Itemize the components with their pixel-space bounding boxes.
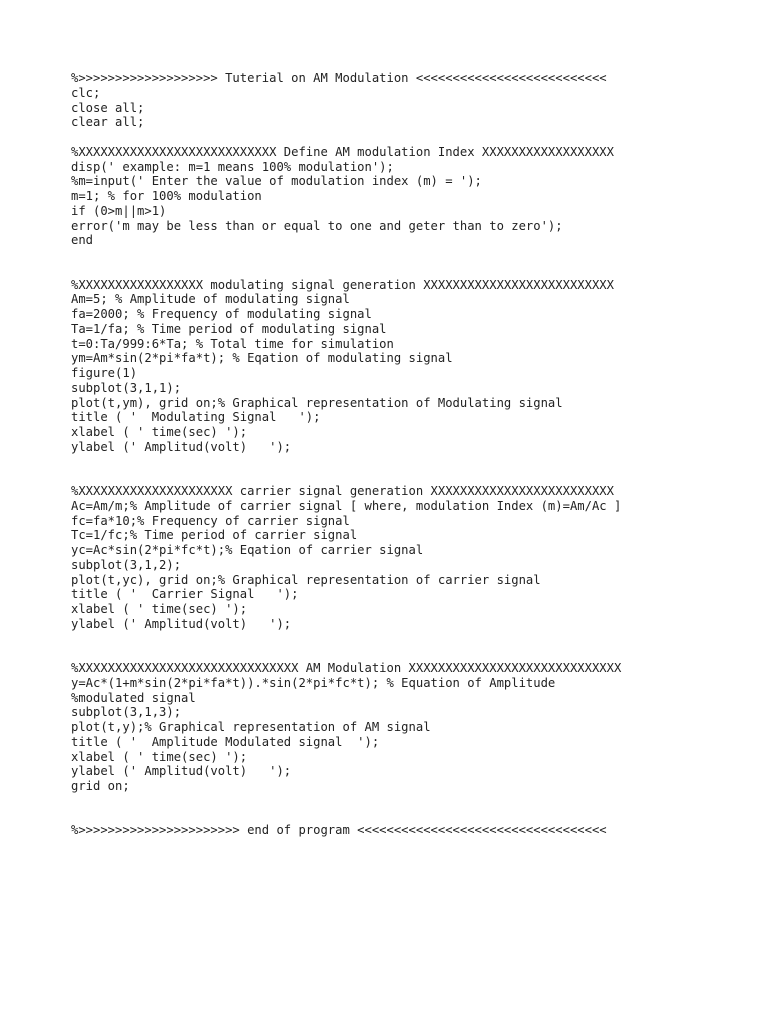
code-line: subplot(3,1,2);	[71, 557, 182, 572]
code-line: yc=Ac*sin(2*pi*fc*t);% Eqation of carrier signal	[71, 543, 424, 557]
blank-line	[71, 455, 751, 470]
code-line: grid on;	[71, 779, 130, 793]
code-line: close all;	[71, 100, 145, 115]
code-line: xlabel ( ' time(sec) ');	[71, 425, 248, 439]
code-line: plot(t,yc), grid on;% Graphical representation of carrier signal	[71, 572, 541, 587]
code-line: fa=2000; % Frequency of modulating signal	[71, 307, 372, 321]
blank-line	[71, 248, 751, 263]
code-line: ylabel (' Amplitud(volt) ');	[71, 616, 292, 631]
blank-line	[71, 809, 751, 824]
code-line: Ac=Am/m;% Amplitude of carrier signal [ where, modulation Index (m)=Am/Ac ]	[71, 498, 622, 513]
blank-line	[71, 646, 751, 661]
code-line: figure(1)	[71, 366, 138, 380]
blank-line	[71, 794, 751, 809]
code-line: subplot(3,1,1);	[71, 380, 182, 395]
code-line: ylabel (' Amplitud(volt) ');	[71, 764, 292, 779]
code-line: xlabel ( ' time(sec) ');	[71, 602, 248, 616]
code-line: fc=fa*10;% Frequency of carrier signal	[71, 513, 350, 528]
code-line: if (0>m||m>1)	[71, 203, 167, 218]
code-line: Am=5; % Amplitude of modulating signal	[71, 292, 350, 307]
code-line: %modulated signal	[71, 690, 196, 705]
code-line: xlabel ( ' time(sec) ');	[71, 749, 248, 764]
code-line: t=0:Ta/999:6*Ta; % Total time for simulation	[71, 336, 394, 351]
code-line: %m=input(' Enter the value of modulation index (m) = ');	[71, 174, 482, 189]
code-line: end	[71, 233, 94, 248]
blank-line	[71, 632, 751, 647]
code-line: %>>>>>>>>>>>>>>>>>>>>>> end of program <<<<<<<<<<<<<<<<<<<<<<<<<<<<<<<<<<	[71, 823, 607, 838]
code-line: title ( ' Amplitude Modulated signal ');	[71, 734, 380, 749]
code-line: disp(' example: m=1 means 100% modulation');	[71, 159, 394, 174]
code-line: plot(t,ym), grid on;% Graphical representation of Modulating signal	[71, 395, 563, 410]
code-line: m=1; % for 100% modulation	[71, 189, 262, 203]
blank-line	[71, 263, 751, 278]
code-line: %XXXXXXXXXXXXXXXXX modulating signal generation XXXXXXXXXXXXXXXXXXXXXXXXXX	[71, 277, 614, 292]
code-line: Ta=1/fa; % Time period of modulating signal	[71, 321, 387, 336]
code-line: ym=Am*sin(2*pi*fa*t); % Eqation of modulating signal	[71, 351, 453, 366]
code-line: error('m may be less than or equal to one and geter than to zero');	[71, 218, 563, 233]
code-line: clear all;	[71, 115, 145, 130]
blank-line	[71, 469, 751, 484]
code-line: %XXXXXXXXXXXXXXXXXXXXXXXXXXXXXX AM Modulation XXXXXXXXXXXXXXXXXXXXXXXXXXXXX	[71, 661, 622, 675]
blank-line	[71, 130, 751, 145]
code-line: title ( ' Modulating Signal ');	[71, 410, 321, 425]
code-line: subplot(3,1,3);	[71, 705, 182, 720]
code-line: plot(t,y);% Graphical representation of AM signal	[71, 720, 431, 734]
code-line: ylabel (' Amplitud(volt) ');	[71, 439, 292, 454]
code-line: %>>>>>>>>>>>>>>>>>>> Tuterial on AM Modulation <<<<<<<<<<<<<<<<<<<<<<<<<<	[71, 71, 607, 85]
code-line: y=Ac*(1+m*sin(2*pi*fa*t)).*sin(2*pi*fc*t); % Equation of Amplitude	[71, 675, 556, 690]
code-line: Tc=1/fc;% Time period of carrier signal	[71, 528, 358, 543]
code-line: %XXXXXXXXXXXXXXXXXXXXXXXXXXX Define AM modulation Index XXXXXXXXXXXXXXXXXX	[71, 144, 614, 159]
code-line: %XXXXXXXXXXXXXXXXXXXXX carrier signal generation XXXXXXXXXXXXXXXXXXXXXXXXX	[71, 484, 614, 498]
code-listing	[71, 71, 751, 838]
code-line: clc;	[71, 85, 101, 100]
code-line: title ( ' Carrier Signal ');	[71, 587, 299, 602]
